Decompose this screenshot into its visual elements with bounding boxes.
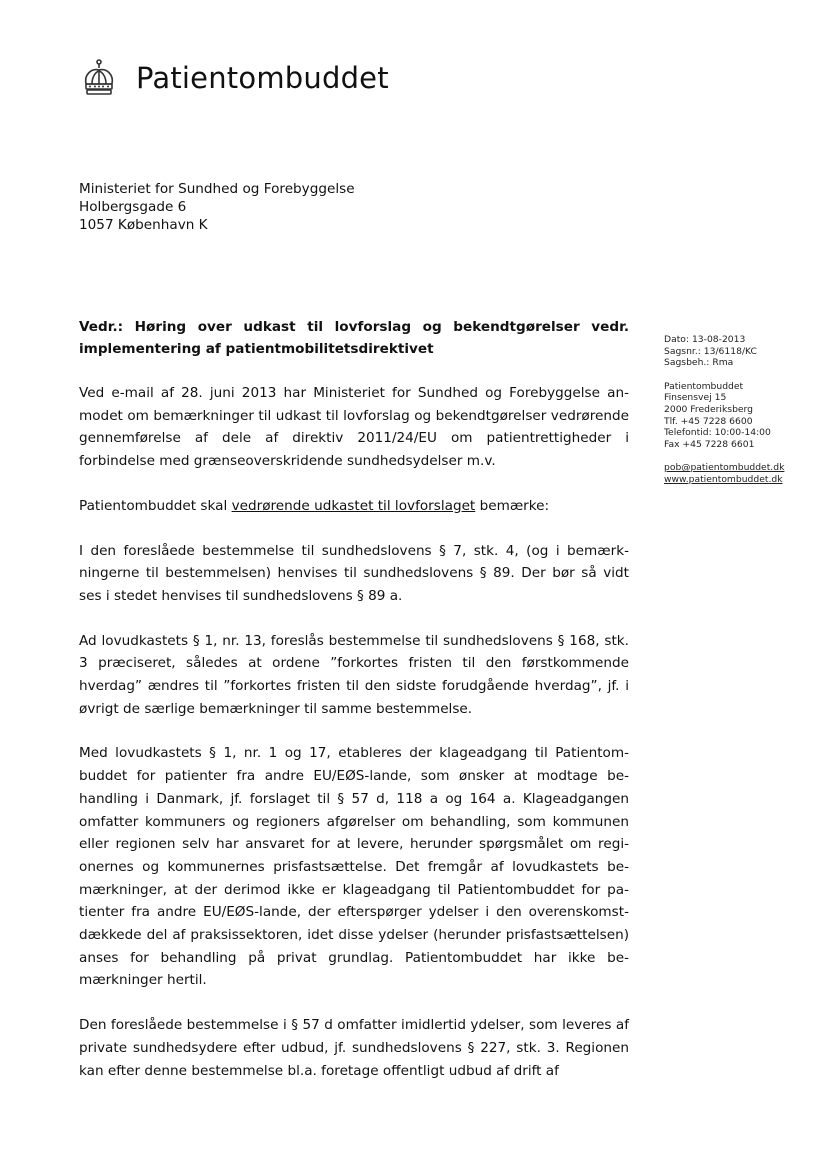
- recipient-street: Holbergsgade 6: [79, 199, 187, 215]
- sender-name: Patientombuddet: [664, 380, 744, 392]
- paragraph-2-tail: bemærke:: [475, 497, 550, 514]
- paragraph-6: Den foreslåede bestemmelse i § 57 d omfatter imidlertid ydelser, som leveres af private sundhedsydere efter udbud, jf. sundhedslovens § 227, stk. 3. Regionen kan efter denne bestemmelse bl.a. foretage offentligt udbud af drift af: [79, 1017, 629, 1079]
- royal-crown-icon: [80, 58, 118, 98]
- sender-street: Finsensvej 15: [664, 392, 727, 404]
- sender-fax: Fax +45 7228 6601: [664, 438, 755, 450]
- sender-city: 2000 Frederiksberg: [664, 403, 753, 415]
- case-number: Sagsnr.: 13/6118/KC: [664, 345, 757, 357]
- letterhead-logo: [80, 58, 389, 98]
- sender-sidebar: [664, 334, 814, 498]
- sender-contact-links: [664, 462, 814, 485]
- sender-phone-hours: Telefontid: 10:00-14:00: [664, 427, 771, 439]
- organization-name: Patientombuddet: [136, 61, 389, 95]
- paragraph-2: [79, 495, 629, 518]
- paragraph-2-underlined: vedrørende udkastet til lovforslaget: [231, 497, 476, 514]
- paragraph-1: Ved e-mail af 28. juni 2013 har Ministeriet for Sundhed og Forebyggelse anmodet om bemærkninger til udkast til lovforslag og bekendtgørelser vedrørende gennemførelse af dele af direktiv 2011/24/EU om patientrettigheder i forbindelse med grænseoverskridende sundhedsydelser m.v.: [79, 385, 629, 470]
- sender-email-link[interactable]: pob@patientombuddet.dk: [664, 462, 785, 474]
- sender-phone: Tlf. +45 7228 6600: [664, 415, 753, 427]
- case-handler: Sagsbeh.: Rma: [664, 357, 734, 369]
- case-metadata: [664, 334, 814, 369]
- letter-date: Dato: 13-08-2013: [664, 334, 746, 345]
- letter-subject: Vedr.: Høring over udkast til lovforslag og bekendtgørelser vedr. implementering af patientmobilitetsdirektivet: [79, 319, 629, 357]
- recipient-address: [79, 180, 355, 234]
- paragraph-4: Ad lovudkastets § 1, nr. 13, foreslås bestemmelse til sundhedslovens § 168, stk. 3 præciseret, således at ordene ”forkortes fristen til den førstkommende hverdag” ændres til ”forkortes fristen til den sidste forudgående hverdag”, jf. i øvrigt de særlige bemærkninger til samme bestemmelse.: [79, 632, 629, 717]
- paragraph-5: Med lovudkastets § 1, nr. 1 og 17, etableres der klageadgang til Patientombuddet for patienter fra andre EU/EØS-lande, som ønsker at modtage behandling i Danmark, jf. forslaget til § 57 d, 118 a og 164 a. Klageadgangen omfatter kommuners og regioners afgørelser om behandling, som kommunen eller regionen selv har ansvaret for at levere, herunder spørgsmålet om regionernes og kommunernes prisfastsættelse. Det fremgår af lovudkastets bemærkninger, at der derimod ikke er klageadgang til Patientombuddet for patienter fra andre EU/EØS-lande, der efterspørger ydelser i den overenskomstdækkede del af praksissektoren, idet disse ydelser (herunder prisfastsættelsen) anses for behandling på privat grundlag. Patientombuddet har ikke bemærkninger hertil.: [79, 745, 629, 989]
- paragraph-3: I den foreslåede bestemmelse til sundhedslovens § 7, stk. 4, (og i bemærkningerne til bestemmelsen) henvises til sundhedslovens § 89. Der bør så vidt ses i stedet henvises til sundhedslovens § 89 a.: [79, 542, 629, 604]
- sender-address: [664, 381, 814, 451]
- recipient-name: Ministeriet for Sundhed og Forebyggelse: [79, 181, 355, 197]
- paragraph-2-lead: Patientombuddet skal: [79, 497, 232, 514]
- sender-website-link[interactable]: www.patientombuddet.dk: [664, 473, 783, 485]
- letter-body: [79, 316, 629, 1104]
- recipient-city: 1057 København K: [79, 217, 208, 233]
